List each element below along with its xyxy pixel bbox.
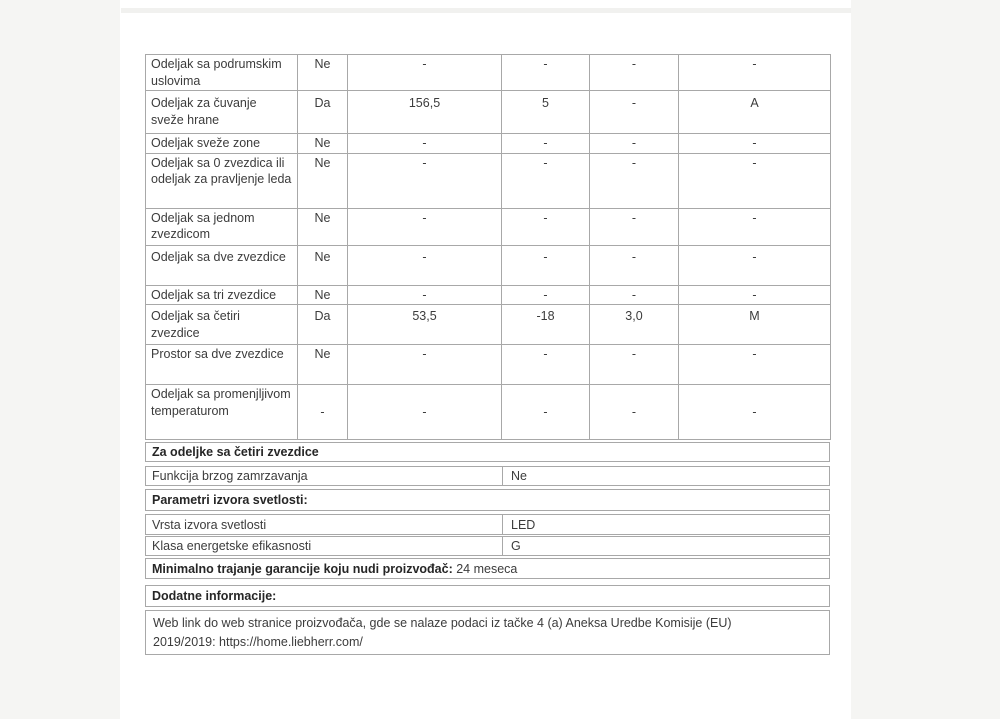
fast-freeze-row: [145, 466, 830, 486]
value-cell: -: [348, 285, 502, 305]
table-row: [146, 385, 831, 440]
value-cell: Ne: [298, 55, 348, 91]
value-cell: Ne: [298, 245, 348, 285]
value-cell: -: [590, 285, 679, 305]
value-cell: -: [590, 91, 679, 134]
value-cell: -: [298, 385, 348, 440]
section-header-light-source: [145, 489, 830, 511]
light-type-label: Vrsta izvora svetlosti: [152, 517, 267, 532]
value-cell: 3,0: [590, 305, 679, 345]
value-cell: -: [502, 208, 590, 245]
value-cell: -: [502, 134, 590, 154]
weblink-row: [145, 610, 830, 655]
value-cell: 5: [502, 91, 590, 134]
warranty-value: 24 meseca: [456, 561, 518, 576]
value-cell: -: [679, 345, 831, 385]
section-header-label: Za odeljke sa četiri zvezdice: [152, 445, 319, 459]
value-cell: -: [590, 153, 679, 208]
value-cell: -: [679, 245, 831, 285]
energy-class-row: [145, 536, 830, 556]
row-label-cell: Odeljak sa 0 zvezdica ili odeljak za pravljenje leda: [146, 153, 298, 208]
row-label-cell: Odeljak sa dve zvezdice: [146, 245, 298, 285]
table-row: [146, 305, 831, 345]
row-label-cell: Odeljak sa podrumskim uslovima: [146, 55, 298, 91]
row-label-cell: Odeljak za čuvanje sveže hrane: [146, 91, 298, 134]
section-header-label: Dodatne informacije:: [152, 589, 277, 603]
light-type-row: [145, 514, 830, 535]
weblink-text-line2: 2019/2019: https://home.liebherr.com/: [153, 635, 363, 649]
value-cell: Da: [298, 305, 348, 345]
value-cell: -: [679, 55, 831, 91]
value-cell: -: [502, 245, 590, 285]
value-cell: Da: [298, 91, 348, 134]
section-header-additional-info: [145, 585, 830, 607]
weblink-text-line1: Web link do web stranice proizvođača, gde se nalaze podaci iz tačke 4 (a) Aneksa Uredbe Komisije (EU): [153, 616, 732, 630]
value-cell: Ne: [298, 285, 348, 305]
value-cell: -: [679, 153, 831, 208]
value-cell: 53,5: [348, 305, 502, 345]
value-cell: -: [348, 55, 502, 91]
row-label-cell: Prostor sa dve zvezdice: [146, 345, 298, 385]
row-label-cell: Odeljak sa tri zvezdice: [146, 285, 298, 305]
row-label-cell: Odeljak sa promenjljivom temperaturom: [146, 385, 298, 440]
value-cell: -: [590, 55, 679, 91]
energy-class-label: Klasa energetske efikasnosti: [152, 539, 312, 553]
section-header-label: Parametri izvora svetlosti:: [152, 493, 308, 507]
table-row: [146, 55, 831, 91]
spec-table: [145, 54, 831, 440]
value-cell: -: [502, 385, 590, 440]
value-cell: -: [348, 385, 502, 440]
value-cell: -18: [502, 305, 590, 345]
value-cell: Ne: [298, 208, 348, 245]
value-cell: 156,5: [348, 91, 502, 134]
top-separator-strip: [121, 8, 851, 13]
left-page-margin: [0, 0, 120, 719]
table-row: [146, 208, 831, 245]
table-row: [146, 91, 831, 134]
value-cell: -: [679, 134, 831, 154]
fast-freeze-label: Funkcija brzog zamrzavanja: [152, 469, 308, 483]
value-cell: -: [502, 345, 590, 385]
value-cell: -: [679, 285, 831, 305]
value-cell: -: [590, 345, 679, 385]
warranty-label: Minimalno trajanje garancije koju nudi proizvođač:: [152, 561, 453, 576]
fast-freeze-value: Ne: [502, 467, 829, 485]
table-row: [146, 285, 831, 305]
value-cell: -: [348, 208, 502, 245]
value-cell: Ne: [298, 134, 348, 154]
value-cell: -: [348, 345, 502, 385]
value-cell: -: [502, 153, 590, 208]
energy-class-value: G: [502, 537, 829, 555]
right-page-margin: [851, 0, 1000, 719]
value-cell: -: [590, 208, 679, 245]
section-header-four-star: [145, 442, 830, 462]
value-cell: -: [590, 134, 679, 154]
value-cell: -: [348, 245, 502, 285]
value-cell: -: [348, 134, 502, 154]
table-row: [146, 345, 831, 385]
value-cell: -: [590, 385, 679, 440]
table-row: [146, 153, 831, 208]
value-cell: -: [590, 245, 679, 285]
value-cell: -: [502, 285, 590, 305]
value-cell: M: [679, 305, 831, 345]
value-cell: Ne: [298, 153, 348, 208]
table-row: [146, 134, 831, 154]
row-label-cell: Odeljak sa jednom zvezdicom: [146, 208, 298, 245]
row-label-cell: Odeljak sa četiri zvezdice: [146, 305, 298, 345]
row-label-cell: Odeljak sveže zone: [146, 134, 298, 154]
value-cell: A: [679, 91, 831, 134]
value-cell: Ne: [298, 345, 348, 385]
table-row: [146, 245, 831, 285]
light-type-value: LED: [502, 515, 829, 534]
value-cell: -: [348, 153, 502, 208]
value-cell: -: [679, 385, 831, 440]
warranty-row: [145, 558, 830, 579]
value-cell: -: [679, 208, 831, 245]
value-cell: -: [502, 55, 590, 91]
